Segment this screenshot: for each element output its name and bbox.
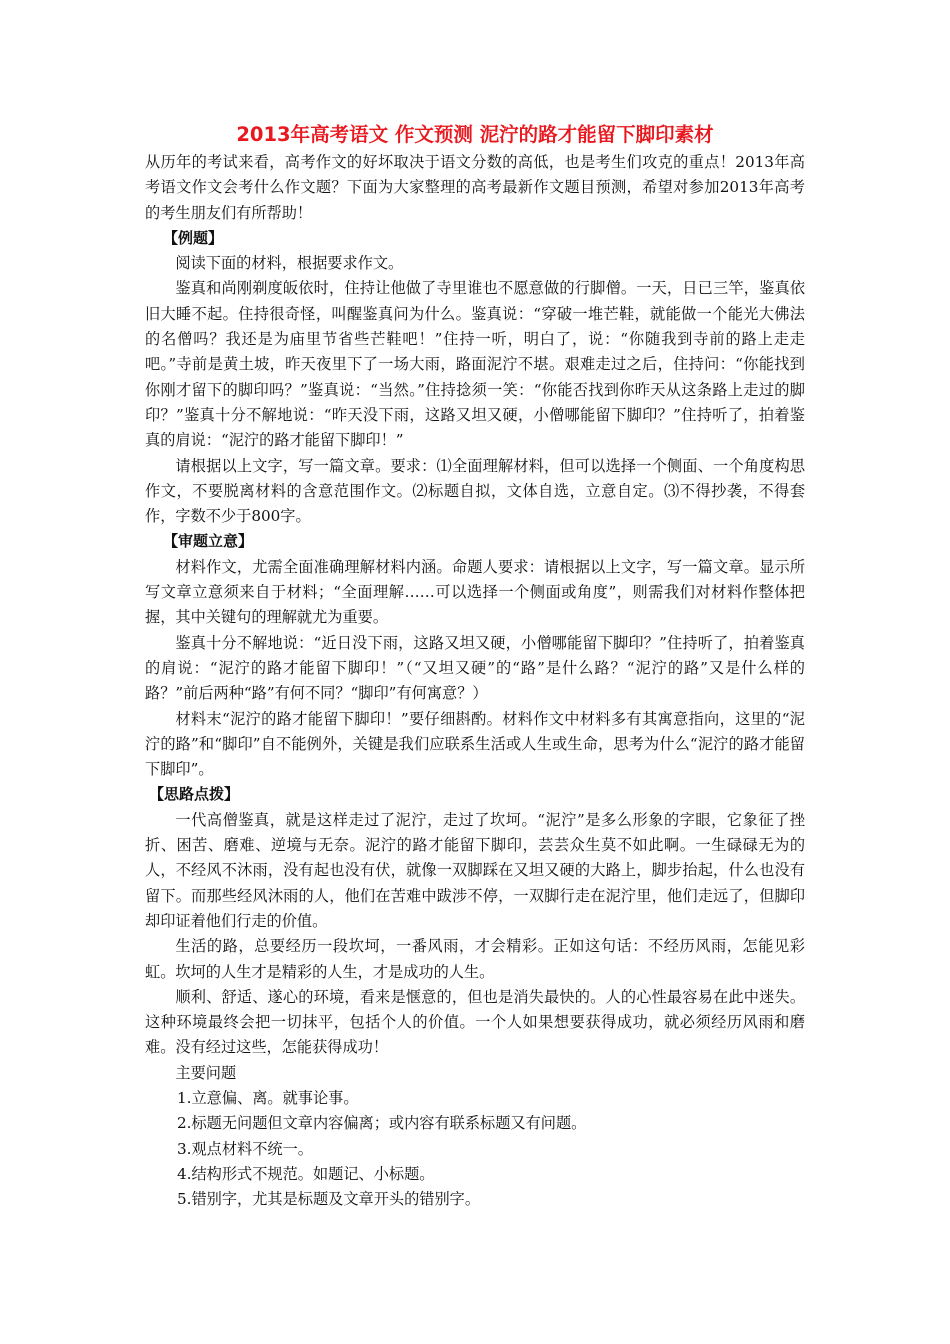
section-heading-approach: 【思路点拨】 [149,785,240,804]
list-item: 1.立意偏、离。就事论事。 [177,1088,359,1107]
body-paragraph: 材料末“泥泞的路才能留下脚印！”要仔细斟酌。材料作文中材料多有其寓意指向，这里的“泥泞的路”和“脚印”自不能例外，关键是我们应联系生活或人生或生命，思考为什么“泥泞的路才能留下脚印”。 [145,709,805,779]
section-heading-analysis: 【审题立意】 [163,532,254,551]
body-paragraph: 顺利、舒适、遂心的环境，看来是惬意的，但也是消失最快的。人的心性最容易在此中迷失。这种环境最终会把一切抹平，包括个人的价值。一个人如果想要获得成功，就必须经历风雨和磨难。没有经过这些，怎能获得成功！ [145,987,805,1057]
body-paragraph: 生活的路，总要经历一段坎坷，一番风雨，才会精彩。正如这句话：不经历风雨，怎能见彩虹。坎坷的人生才是精彩的人生，才是成功的人生。 [145,937,805,981]
list-item: 2.标题无问题但文章内容偏离；或内容有联系标题又有问题。 [177,1114,587,1133]
list-item: 5.错别字，尤其是标题及文章开头的错别字。 [177,1190,481,1209]
body-paragraph: 请根据以上文字，写一篇文章。要求：⑴全面理解材料，但可以选择一个侧面、一个角度构思作文，不要脱离材料的含意范围作文。⑵标题自拟，文体自选，立意自定。⑶不得抄袭，不得套作，字数不少于800字。 [145,456,805,526]
list-item: 3.观点材料不统一。 [177,1139,313,1158]
body-paragraph: 鉴真十分不解地说：“近日没下雨，这路又坦又硬，小僧哪能留下脚印？”住持听了，拍着鉴真的肩说：“泥泞的路才能留下脚印！”（“又坦又硬”的“路”是什么路？“泥泞的路”又是什么样的路？”前后两种“路”有何不同？“脚印”有何寓意？） [145,633,805,703]
body-paragraph: 鉴真和尚刚剃度皈依时，住持让他做了寺里谁也不愿意做的行脚僧。一天，日已三竿，鉴真依旧大睡不起。住持很奇怪，叫醒鉴真问为什么。鉴真说：“穿破一堆芒鞋，就能做一个能光大佛法的名僧吗？我还是为庙里节省些芒鞋吧！”住持一听，明白了，说：“你随我到寺前的路上走走吧。”寺前是黄土坡，昨天夜里下了一场大雨，路面泥泞不堪。艰难走过之后，住持问：“你能找到你刚才留下的脚印吗？”鉴真说：“当然。”住持捻须一笑：“你能否找到你昨天从这条路上走过的脚印？”鉴真十分不解地说：“昨天没下雨，这路又坦又硬，小僧哪能留下脚印？”住持听了，拍着鉴真的肩说：“泥泞的路才能留下脚印！” [145,279,805,450]
body-paragraph: 材料作文，尤需全面准确理解材料内涵。命题人要求：请根据以上文字，写一篇文章。显示所写文章立意须来自于材料；“全面理解……可以选择一个侧面或角度”，则需我们对材料作整体把握，其中关键句的理解就尤为重要。 [145,557,805,627]
body-paragraph: 阅读下面的材料，根据要求作文。 [175,254,404,273]
body-paragraph: 一代高僧鉴真，就是这样走过了泥泞，走过了坎坷。“泥泞”是多么形象的字眼，它象征了挫折、困苦、磨难、逆境与无奈。泥泞的路才能留下脚印，芸芸众生莫不如此啊。一生碌碌无为的人，不经风不沐雨，没有起也没有伏，就像一双脚踩在又坦又硬的大路上，脚步抬起，什么也没有留下。而那些经风沐雨的人，他们在苦难中跋涉不停，一双脚行走在泥泞里，他们走远了，但脚印却印证着他们行走的价值。 [145,810,805,930]
list-item: 4.结构形式不规范。如题记、小标题。 [177,1164,435,1183]
document-page [145,120,805,1212]
subheading-main-problems: 主要问题 [175,1063,237,1082]
document-title: 2013年高考语文 作文预测 泥泞的路才能留下脚印素材 [236,123,714,146]
section-heading-example: 【例题】 [163,228,224,247]
intro-paragraph: 从历年的考试来看，高考作文的好坏取决于语文分数的高低，也是考生们攻克的重点！2013年高考语文作文会考什么作文题？下面为大家整理的高考最新作文题目预测，希望对参加2013年高考的考生朋友们有所帮助！ [145,153,805,222]
